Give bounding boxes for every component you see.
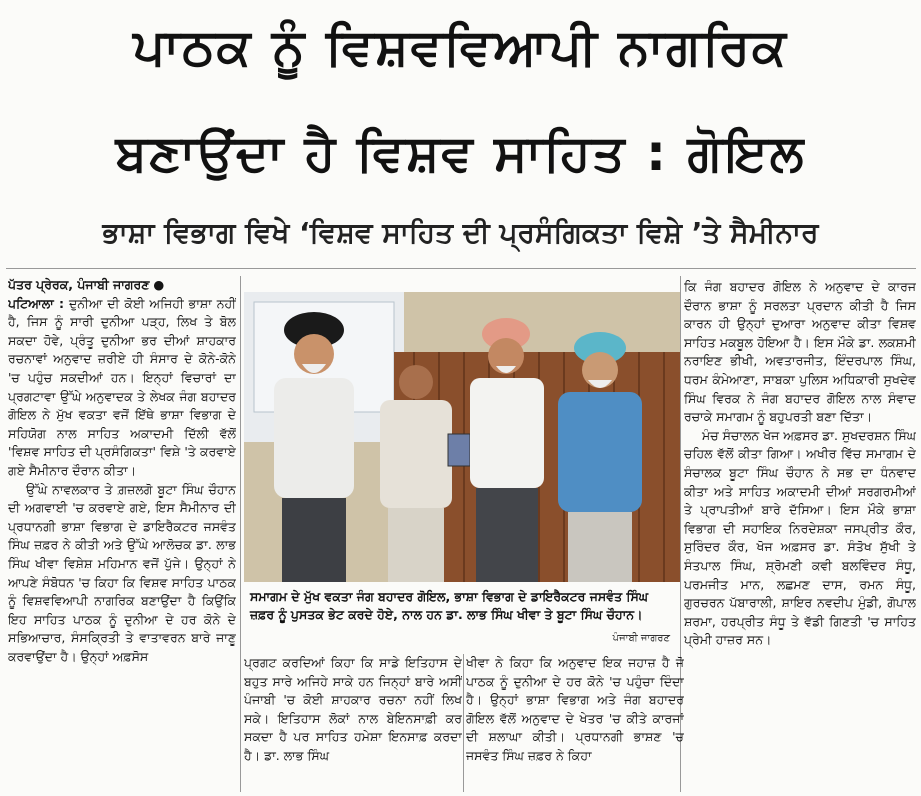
header-divider [6,268,916,269]
photo-credit: ਪੰਜਾਬੀ ਜਾਗਰਣ [612,633,670,644]
column2-text: ਪ੍ਰਗਟ ਕਰਦਿਆਂ ਕਿਹਾ ਕਿ ਸਾਡੇ ਇਤਿਹਾਸ ਦੇ ਬਹੁਤ ਸਾਰੇ ਅਜਿਹੇ ਸਾਕੇ ਹਨ ਜਿਨ੍ਹਾਂ ਬਾਰੇ ਅਸੀਂ ਪੰਜਾਬੀ 'ਚ ਕੋਈ ਸ਼ਾਹਕਾਰ ਰਚਨਾ ਨਹੀਂ ਲਿਖ ਸਕੇ। ਇਤਿਹਾਸ ਲੋਕਾਂ ਨਾਲ ਬੇਇਨਸਾਫ਼ੀ ਕਰ ਸਕਦਾ ਹੈ ਪਰ ਸਾਹਿਤ ਹਮੇਸ਼ਾ ਇਨਸਾਫ਼ ਕਰਦਾ ਹੈ। ਡਾ. ਲਾਭ ਸਿੰਘ [244,655,462,763]
column-divider-2 [463,654,464,792]
column4-paragraph-1: ਕਿ ਜੰਗ ਬਹਾਦਰ ਗੋਇਲ ਨੇ ਅਨੁਵਾਦ ਦੇ ਕਾਰਜ ਦੌਰਾਨ ਭਾਸ਼ਾ ਨੂੰ ਸਰਲਤਾ ਪ੍ਰਦਾਨ ਕੀਤੀ ਹੈ ਜਿਸ ਕਾਰਨ ਹੀ ਉਨ੍ਹਾਂ ਦੁਆਰਾ ਅਨੁਵਾਦ ਕੀਤਾ ਵਿਸ਼ਵ ਸਾਹਿਤ ਮਕਬੂਲ ਹੋਇਆ ਹੈ। ਇਸ ਮੌਕੇ ਡਾ. ਲਕਸ਼ਮੀ ਨਰਾਇਣ ਭੀਖੀ, ਅਵਤਾਰਜੀਤ, ਇੰਦਰਪਾਲ ਸਿੰਘ, ਧਰਮ ਕੰਮੇਆਣਾ, ਸਾਬਕਾ ਪੁਲਿਸ ਅਧਿਕਾਰੀ ਸੁਖਦੇਵ ਸਿੰਘ ਵਿਰਕ ਨੇ ਜੰਗ ਬਹਾਦਰ ਗੋਇਲ ਨਾਲ ਸੰਵਾਦ ਰਚਾਕੇ ਸਮਾਗਮ ਨੂੰ ਬਹੁਪਰਤੀ ਬਣਾ ਦਿੱਤਾ। [684,279,916,425]
article-column-1: ਪੱਤਰ ਪ੍ਰੇਰਕ, ਪੰਜਾਬੀ ਜਾਗਰਣ ● ਪਟਿਆਲਾ : ਦੁਨੀਆ ਦੀ ਕੋਈ ਅਜਿਹੀ ਭਾਸ਼ਾ ਨਹੀਂ ਹੈ, ਜਿਸ ਨੂੰ ਸਾਰੀ ਦੁਨੀਆ ਪੜ੍ਹ, ਲਿਖ ਤੇ ਬੋਲ ਸਕਦਾ ਹੋਵੇ, ਪ੍ਰੰਤੂ ਦੁਨੀਆ ਭਰ ਦੀਆਂ ਸ਼ਾਹਕਾਰ ਰਚਨਾਵਾਂ ਅਨੁਵਾਦ ਜ਼ਰੀਏ ਹੀ ਸੰਸਾਰ ਦੇ ਕੋਨੇ-ਕੋਨੇ 'ਚ ਪਹੁੰਚ ਸਕਦੀਆਂ ਹਨ। ਇਨ੍ਹਾਂ ਵਿਚਾਰਾਂ ਦਾ ਪ੍ਰਗਟਾਵਾ ਉੱਘੇ ਅਨੁਵਾਦਕ ਤੇ ਲੇਖਕ ਜੰਗ ਬਹਾਦਰ ਗੋਇਲ ਨੇ ਮੁੱਖ ਵਕਤਾ ਵਜੋਂ ਇੱਥੇ ਭਾਸ਼ਾ ਵਿਭਾਗ ਦੇ ਸਹਿਯੋਗ ਨਾਲ ਸਾਹਿਤ ਅਕਾਦਮੀ ਦਿੱਲੀ ਵੱਲੋਂ 'ਵਿਸ਼ਵ ਸਾਹਿਤ ਦੀ ਪ੍ਰਸੰਗਿਕਤਾ' ਵਿਸ਼ੇ 'ਤੇ ਕਰਵਾਏ ਗਏ ਸੈਮੀਨਾਰ ਦੌਰਾਨ ਕੀਤਾ। ਉੱਘੇ ਨਾਵਲਕਾਰ ਤੇ ਗ਼ਜ਼ਲਗੋ ਬੂਟਾ ਸਿੰਘ ਚੌਹਾਨ ਦੀ ਅਗਵਾਈ 'ਚ ਕਰਵਾਏ ਗਏ, ਇਸ ਸੈਮੀਨਾਰ ਦੀ ਪ੍ਰਧਾਨਗੀ ਭਾਸ਼ਾ ਵਿਭਾਗ ਦੇ ਡਾਇਰੈਕਟਰ ਜਸਵੰਤ ਸਿੰਘ ਜ਼ਫ਼ਰ ਨੇ ਕੀਤੀ ਅਤੇ ਉੱਘੇ ਆਲੋਚਕ ਡਾ. ਲਾਭ ਸਿੰਘ ਖੀਵਾ ਵਿਸ਼ੇਸ਼ ਮਹਿਮਾਨ ਵਜੋਂ ਪੁੱਜੇ। ਉਨ੍ਹਾਂ ਨੇ ਆਪਣੇ ਸੰਬੋਧਨ 'ਚ ਕਿਹਾ ਕਿ ਵਿਸ਼ਵ ਸਾਹਿਤ ਪਾਠਕ ਨੂੰ ਵਿਸ਼ਵਵਿਆਪੀ ਨਾਗਰਿਕ ਬਣਾਉਂਦਾ ਹੈ ਕਿਉਂਕਿ ਇਹ ਸਾਹਿਤ ਪਾਠਕ ਨੂੰ ਦੁਨੀਆ ਦੇ ਹਰ ਕੋਨੇ ਦੇ ਸਭਿਆਚਾਰ, ਸੰਸਕ੍ਰਿਤੀ ਤੇ ਵਾਤਾਵਰਨ ਬਾਰੇ ਜਾਣੂ ਕਰਵਾਉਂਦਾ ਹੈ। ਉਨ੍ਹਾਂ ਅਫ਼ਸੋਸ [8,276,236,790]
photo-caption [244,584,680,650]
byline: ਪੱਤਰ ਪ੍ਰੇਰਕ, ਪੰਜਾਬੀ ਜਾਗਰਣ [8,277,150,292]
article-column-4 [684,278,916,792]
article-column-2 [244,654,462,794]
news-photo [244,292,680,582]
headline-line-2: ਬਣਾਉਂਦਾ ਹੈ ਵਿਸ਼ਵ ਸਾਹਿਤ : ਗੋਇਲ [115,124,806,182]
subheadline: ਭਾਸ਼ਾ ਵਿਭਾਗ ਵਿਖੇ ‘ਵਿਸ਼ਵ ਸਾਹਿਤ ਦੀ ਪ੍ਰਸੰਗਿਕਤਾ ਵਿਸ਼ੇ ’ਤੇ ਸੈਮੀਨਾਰ [102,216,819,249]
article-column-3 [466,654,684,794]
column4-paragraph-2: ਮੰਚ ਸੰਚਾਲਨ ਖੋਜ ਅਫ਼ਸਰ ਡਾ. ਸੁਖਦਰਸ਼ਨ ਸਿੰਘ ਚਹਿਲ ਵੱਲੋਂ ਕੀਤਾ ਗਿਆ। ਅਖੀਰ ਵਿੱਚ ਸਮਾਗਮ ਦੇ ਸੰਚਾਲਕ ਬੂਟਾ ਸਿੰਘ ਚੌਹਾਨ ਨੇ ਸਭ ਦਾ ਧੰਨਵਾਦ ਕੀਤਾ ਅਤੇ ਸਾਹਿਤ ਅਕਾਦਮੀ ਦੀਆਂ ਸਰਗਰਮੀਆਂ ਤੇ ਪ੍ਰਾਪਤੀਆਂ ਬਾਰੇ ਦੱਸਿਆ। ਇਸ ਮੌਕੇ ਭਾਸ਼ਾ ਵਿਭਾਗ ਦੀ ਸਹਾਇਕ ਨਿਰਦੇਸ਼ਕਾ ਜਸਪ੍ਰੀਤ ਕੌਰ, ਸੁਰਿੰਦਰ ਕੌਰ, ਖੋਜ ਅਫ਼ਸਰ ਡਾ. ਸੰਤੋਖ ਸੁੱਖੀ ਤੇ ਸੰਤਪਾਲ ਸਿੰਘ, ਸ਼੍ਰੋਮਣੀ ਕਵੀ ਬਲਵਿੰਦਰ ਸੰਧੂ, ਪਰਮਜੀਤ ਮਾਨ, ਲਛਮਣ ਦਾਸ, ਰਮਨ ਸੰਧੂ, ਗੁਰਚਰਨ ਪੱਬਾਰਾਲੀ, ਸ਼ਾਇਰ ਨਵਦੀਪ ਮੁੰਡੀ, ਗੋਪਾਲ ਸ਼ਰਮਾ, ਹਰਪ੍ਰੀਤ ਸੰਧੂ ਤੇ ਵੱਡੀ ਗਿਣਤੀ 'ਚ ਸਾਹਿਤ ਪ੍ਰੇਮੀ ਹਾਜ਼ਰ ਸਨ। [684,427,916,648]
column1-paragraph-2: ਉੱਘੇ ਨਾਵਲਕਾਰ ਤੇ ਗ਼ਜ਼ਲਗੋ ਬੂਟਾ ਸਿੰਘ ਚੌਹਾਨ ਦੀ ਅਗਵਾਈ 'ਚ ਕਰਵਾਏ ਗਏ, ਇਸ ਸੈਮੀਨਾਰ ਦੀ ਪ੍ਰਧਾਨਗੀ ਭਾਸ਼ਾ ਵਿਭਾਗ ਦੇ ਡਾਇਰੈਕਟਰ ਜਸਵੰਤ ਸਿੰਘ ਜ਼ਫ਼ਰ ਨੇ ਕੀਤੀ ਅਤੇ ਉੱਘੇ ਆਲੋਚਕ ਡਾ. ਲਾਭ ਸਿੰਘ ਖੀਵਾ ਵਿਸ਼ੇਸ਼ ਮਹਿਮਾਨ ਵਜੋਂ ਪੁੱਜੇ। ਉਨ੍ਹਾਂ ਨੇ ਆਪਣੇ ਸੰਬੋਧਨ 'ਚ ਕਿਹਾ ਕਿ ਵਿਸ਼ਵ ਸਾਹਿਤ ਪਾਠਕ ਨੂੰ ਵਿਸ਼ਵਵਿਆਪੀ ਨਾਗਰਿਕ ਬਣਾਉਂਦਾ ਹੈ ਕਿਉਂਕਿ ਇਹ ਸਾਹਿਤ ਪਾਠਕ ਨੂੰ ਦੁਨੀਆ ਦੇ ਹਰ ਕੋਨੇ ਦੇ ਸਭਿਆਚਾਰ, ਸੰਸਕ੍ਰਿਤੀ ਤੇ ਵਾਤਾਵਰਨ ਬਾਰੇ ਜਾਣੂ ਕਰਵਾਉਂਦਾ ਹੈ। ਉਨ੍ਹਾਂ ਅਫ਼ਸੋਸ [8,481,236,664]
column-divider-1 [240,276,241,792]
column3-text: ਖੀਵਾ ਨੇ ਕਿਹਾ ਕਿ ਅਨੁਵਾਦ ਇਕ ਜਹਾਜ਼ ਹੈ ਜੋ ਪਾਠਕ ਨੂੰ ਦੁਨੀਆ ਦੇ ਹਰ ਕੋਨੇ 'ਚ ਪਹੁੰਚਾ ਦਿੰਦਾ ਹੈ। ਉਨ੍ਹਾਂ ਭਾਸ਼ਾ ਵਿਭਾਗ ਅਤੇ ਜੰਗ ਬਹਾਦਰ ਗੋਇਲ ਵੱਲੋਂ ਅਨੁਵਾਦ ਦੇ ਖੇਤਰ 'ਚ ਕੀਤੇ ਕਾਰਜਾਂ ਦੀ ਸ਼ਲਾਘਾ ਕੀਤੀ। ਪ੍ਰਧਾਨਗੀ ਭਾਸ਼ਣ 'ਚ ਜਸਵੰਤ ਸਿੰਘ ਜ਼ਫ਼ਰ ਨੇ ਕਿਹਾ [466,655,684,763]
dateline: ਪਟਿਆਲਾ : [8,295,65,311]
column1-paragraph-1: ਦੁਨੀਆ ਦੀ ਕੋਈ ਅਜਿਹੀ ਭਾਸ਼ਾ ਨਹੀਂ ਹੈ, ਜਿਸ ਨੂੰ ਸਾਰੀ ਦੁਨੀਆ ਪੜ੍ਹ, ਲਿਖ ਤੇ ਬੋਲ ਸਕਦਾ ਹੋਵੇ, ਪ੍ਰੰਤੂ ਦੁਨੀਆ ਭਰ ਦੀਆਂ ਸ਼ਾਹਕਾਰ ਰਚਨਾਵਾਂ ਅਨੁਵਾਦ ਜ਼ਰੀਏ ਹੀ ਸੰਸਾਰ ਦੇ ਕੋਨੇ-ਕੋਨੇ 'ਚ ਪਹੁੰਚ ਸਕਦੀਆਂ ਹਨ। ਇਨ੍ਹਾਂ ਵਿਚਾਰਾਂ ਦਾ ਪ੍ਰਗਟਾਵਾ ਉੱਘੇ ਅਨੁਵਾਦਕ ਤੇ ਲੇਖਕ ਜੰਗ ਬਹਾਦਰ ਗੋਇਲ ਨੇ ਮੁੱਖ ਵਕਤਾ ਵਜੋਂ ਇੱਥੇ ਭਾਸ਼ਾ ਵਿਭਾਗ ਦੇ ਸਹਿਯੋਗ ਨਾਲ ਸਾਹਿਤ ਅਕਾਦਮੀ ਦਿੱਲੀ ਵੱਲੋਂ 'ਵਿਸ਼ਵ ਸਾਹਿਤ ਦੀ ਪ੍ਰਸੰਗਿਕਤਾ' ਵਿਸ਼ੇ 'ਤੇ ਕਰਵਾਏ ਗਏ ਸੈਮੀਨਾਰ ਦੌਰਾਨ ਕੀਤਾ। [8,295,236,478]
photo-caption-text: ਸਮਾਗਮ ਦੇ ਮੁੱਖ ਵਕਤਾ ਜੰਗ ਬਹਾਦਰ ਗੋਇਲ, ਭਾਸ਼ਾ ਵਿਭਾਗ ਦੇ ਡਾਇਰੈਕਟਰ ਜਸਵੰਤ ਸਿੰਘ ਜ਼ਫ਼ਰ ਨੂੰ ਪੁਸਤਕ ਭੇਟ ਕਰਦੇ ਹੋਏ, ਨਾਲ ਹਨ ਡਾ. ਲਾਭ ਸਿੰਘ ਖੀਵਾ ਤੇ ਬੂਟਾ ਸਿੰਘ ਚੌਹਾਨ। [250,589,649,622]
headline-line-1: ਪਾਠਕ ਨੂੰ ਵਿਸ਼ਵਵਿਆਪੀ ਨਾਗਰਿਕ [133,18,788,76]
